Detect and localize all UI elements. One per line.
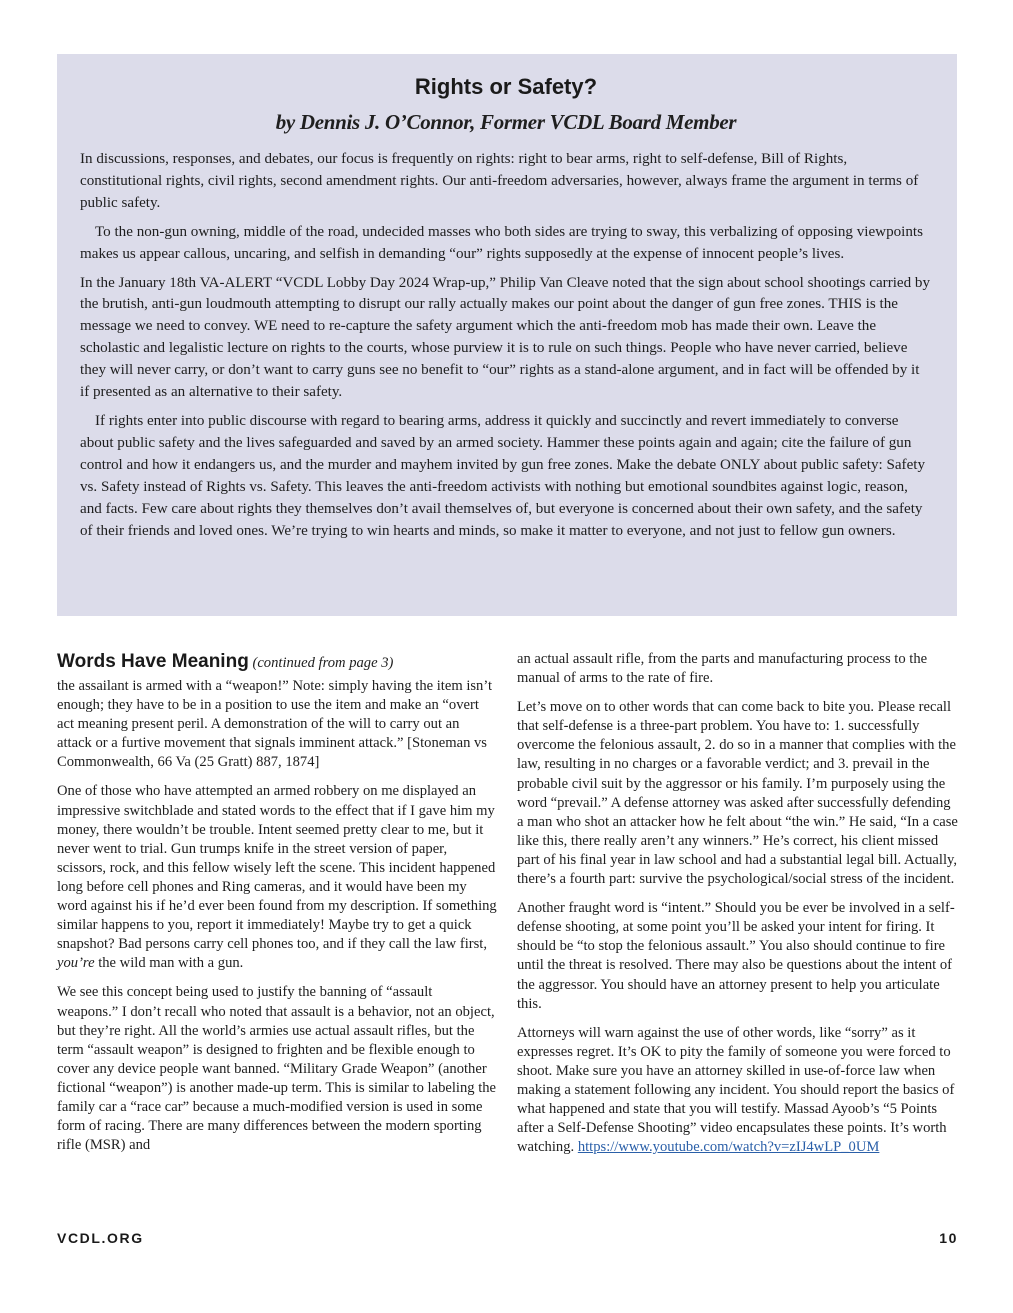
sidebar-paragraph: In discussions, responses, and debates, our focus is frequently on rights: right to bear arms, right to self-defense, Bill of Rights, constitutional rights, civil rights, second amendment rights. Our anti-freedom adversaries, however, always frame the argument in terms of public safety. xyxy=(80,151,919,211)
article-paragraph: an actual assault rifle, from the parts and manufacturing process to the manual of arms to the rate of fire. xyxy=(517,651,928,687)
sidebar-byline: by Dennis J. O’Connor, Former VCDL Board Member xyxy=(275,110,737,134)
article-paragraph: Another fraught word is “intent.” Should you be ever be involved in a self-defense shooting, at some point you’ll be asked your intent for firing. It should be “to stop the felonious assault.” You also should continue to fire until the threat is resolved. There may also be questions about the intent of the aggressor. You should have an attorney present to help you articulate this. xyxy=(517,900,955,1012)
article-left-column xyxy=(57,650,497,1165)
article-paragraph: the assailant is armed with a “weapon!” Note: simply having the item isn’t enough; they have to be in a position to use the item and make an “overt act meaning present peril. A demonstration of the will to carry out an attack or a furtive movement that signals imminent attack.” [Stoneman vs Commonwealth, 66 Va (25 Gratt) 887, 1874] xyxy=(57,678,493,771)
sidebar-paragraph: In the January 18th VA-ALERT “VCDL Lobby Day 2024 Wrap-up,” Philip Van Cleave noted that the sign about school shootings carried by the brutish, anti-gun loudmouth attempting to disrupt our rally actually makes our point about the danger of gun free zones. THIS is the message we need to convey. WE need to re-capture the safety argument which the anti-freedom mob has made their own. Leave the scholastic and legalistic lecture on rights to the courts, whose purview it is to rule on such things. People who have never carried, believe they will never carry, or don’t want to carry guns see no benefit to “our” rights as a stand-alone argument, and in fact will be offended by it if presented as an alternative to their safety. xyxy=(80,274,931,401)
paragraph-text: Attorneys will warn against the use of other words, like “sorry” as it expresses regret. It’s OK to pity the family of someone you were forced to shoot. Make sure you have an attorney skilled in use-of-force law when making a statement following any incident. You should report the basics of what happened and state that you will testify. Massad Ayoob’s “5 Points after a Self-Defense Shooting” video encapsulates these points. It’s worth watching. xyxy=(517,1024,955,1156)
article-paragraph: Let’s move on to other words that can come back to bite you. Please recall that self-defense is a three-part problem. You have to: 1. successfully overcome the felonious assault, 2. do so in a manner that complies with the law, resulting in no charges or a favorable verdict; and 3. prevail in the probable civil suit by the aggressor or his family. I’m purposely using the word “prevail.” A defense attorney was asked after successfully defending a man who shot an attacker how he felt about “the win.” He said, “In a case like this, there really aren’t any winners.” He’s correct, his client missed part of his final year in law school and had a substantial legal bill. Actually, there’s a fourth part: survive the psychological/social stress of the incident. xyxy=(517,699,958,888)
continued-note: (continued from page 3) xyxy=(252,655,394,671)
page-number: 10 xyxy=(939,1230,958,1246)
video-link[interactable]: https://www.youtube.com/watch?v=zIJ4wLP_0UM xyxy=(577,1139,880,1156)
article-paragraph: We see this concept being used to justify the banning of “assault weapons.” I don’t recall who noted that assault is a behavior, not an object, but they’re right. All the world’s armies use actual assault rifles, but the term “assault weapon” is designed to frighten and be flexible enough to cover any device people want banned. “Military Grade Weapon” (another fictional “weapon”) is another made-up term. This is similar to labeling the family car a “race car” because a much-modified version is used in some form of racing. There are many differences between the modern sporting rifle (MSR) and xyxy=(57,984,497,1154)
article-paragraph xyxy=(517,1024,959,1158)
sidebar-paragraph: If rights enter into public discourse with regard to bearing arms, address it quickly and succinctly and revert immediately to converse about public safety and the lives safeguarded and saved by an armed society. Hammer these points again and again; cite the failure of gun control and how it endangers us, and the murder and mayhem invited by gun free zones. Make the debate ONLY about public safety: Safety vs. Safety instead of Rights vs. Safety. This leaves the anti-freedom activists with nothing but emotional soundbites against logic, reason, and facts. Few care about rights they themselves don’t avail themselves of, but everyone is concerned about their own safety, and the safety of their friends and loved ones. We’re trying to win hearts and minds, so make it matter to everyone, and not just to fellow gun owners. xyxy=(80,412,926,539)
sidebar-box xyxy=(57,54,957,616)
sidebar-body xyxy=(80,149,932,542)
footer-site: VCDL.ORG xyxy=(57,1230,144,1246)
sidebar-title: Rights or Safety? xyxy=(414,74,598,99)
emphasis-text: you’re xyxy=(57,955,95,972)
sidebar-paragraph: To the non-gun owning, middle of the road, undecided masses who both sides are trying to sway, this verbalizing of opposing viewpoints makes us appear callous, uncaring, and selfish in demanding “our” rights supposedly at the expense of innocent people’s lives. xyxy=(80,223,923,262)
paragraph-text: the wild man with a gun. xyxy=(98,955,244,972)
paragraph-text: One of those who have attempted an armed robbery on me displayed an impressive switchblade and stated words to the effect that if I gave him my money, there wouldn’t be trouble. Intent seemed pretty clear to me, but it never went to trial. Gun trumps knife in the street version of paper, scissors, rock, and this fellow wisely left the scene. This incident happened long before cell phones and Ring cameras, and it would have been my word against his if he’d ever been found from my description. If something similar happens to you, report it immediately! Maybe try to get a quick snapshot? Bad persons carry cell phones too, and if they call the law first, xyxy=(57,783,497,953)
article-title: Words Have Meaning xyxy=(57,651,249,672)
article-heading xyxy=(57,650,497,675)
article-right-column xyxy=(517,650,959,1167)
article-paragraph xyxy=(57,782,497,973)
